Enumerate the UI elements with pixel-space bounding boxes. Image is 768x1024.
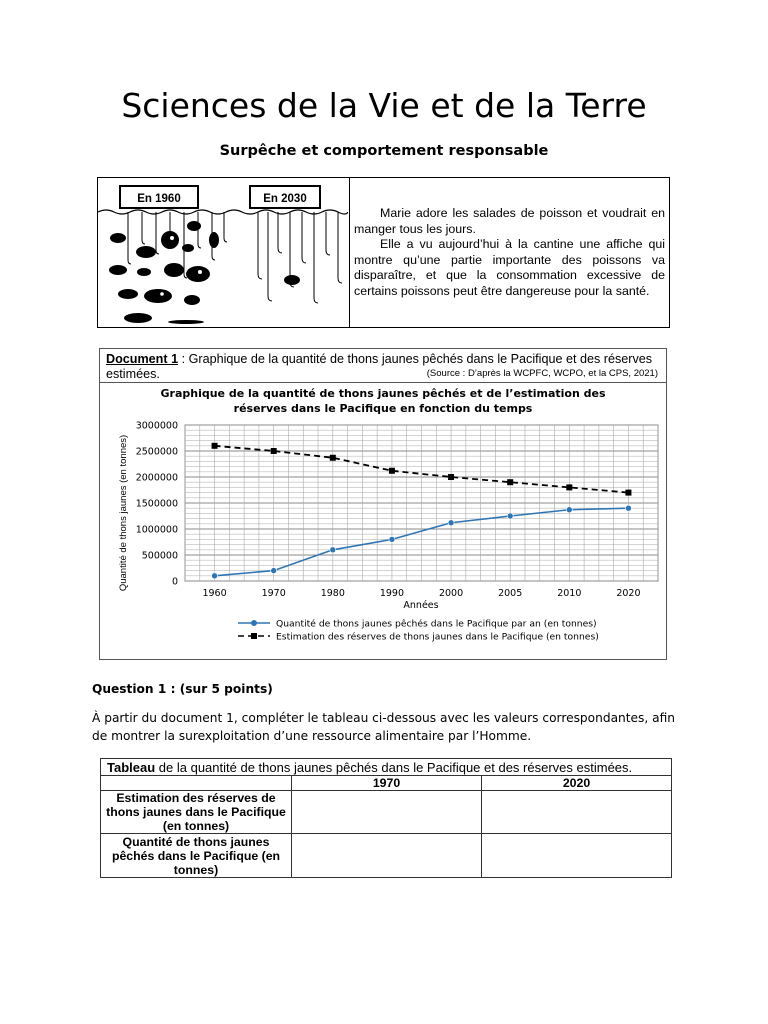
data-point [566,507,572,513]
y-tick-label: 1500000 [135,498,178,510]
x-tick-label: 2020 [616,588,641,599]
data-point [625,490,631,496]
legend-marker [251,620,257,626]
question-title: Question 1 : (sur 5 points) [92,682,273,696]
y-tick-label: 2500000 [135,446,178,458]
data-point [330,547,336,553]
x-tick-label: 2000 [438,588,464,599]
answer-cell-reserves-1970[interactable] [292,791,482,834]
document-header-text: : Graphique de la quantité de thons jaunes pêchés dans le Pacifique et des réserves estimées. [106,352,653,381]
chart-title-line-1: Graphique de la quantité de thons jaunes pêchés et de l’estimation des [160,387,606,400]
answer-table [100,758,672,878]
intro-box [97,177,670,328]
data-point [212,573,218,579]
data-point [507,513,513,519]
line-chart [100,383,666,659]
legend-label-2: Estimation des réserves de thons jaunes dans le Pacifique (en tonnes) [276,631,599,643]
page-subtitle: Surpêche et comportement responsable [219,143,549,159]
table-caption [101,759,672,776]
question-text: À partir du document 1, compléter le tableau ci-dessous avec les valeurs correspondantes, afin de montrer la surexploitation d’une ressource alimentaire par l’Homme. [92,711,676,743]
document-1 [99,348,667,660]
page-title: Sciences de la Vie et de la Terre [121,86,647,125]
x-tick-label: 1970 [261,588,286,599]
legend-marker [251,633,257,639]
answer-cell-catch-2020[interactable] [481,834,671,878]
data-point [625,505,631,511]
x-tick-label: 2010 [557,588,582,599]
document-label: Document 1 [106,352,179,366]
y-tick-label: 0 [171,576,178,588]
document-source: (Source : D’après la WCPFC, WCPO, et la CPS, 2021) [426,368,658,379]
intro-divider [349,178,350,327]
data-point [448,520,454,526]
data-point [566,484,572,490]
question-body [92,709,692,745]
x-tick-label: 1990 [379,588,405,599]
legend-label-1: Quantité de thons jaunes pêchés dans le Pacifique par an (en tonnes) [276,618,597,630]
fish-illustration [98,178,348,327]
y-tick-label: 500000 [141,550,178,562]
y-tick-label: 3000000 [135,420,178,432]
intro-paragraph-1: Marie adore les salades de poisson et voudrait en manger tous les jours. [354,206,665,236]
data-point [448,474,454,480]
label-2030: En 2030 [263,193,307,205]
table-row-label-reserves: Estimation des réserves de thons jaunes dans le Pacifique (en tonnes) [101,791,292,834]
x-axis-label: Années [403,600,439,611]
intro-paragraph-2: Elle a vu aujourd’hui à la cantine une affiche qui montre qu’une partie importante des poissons va disparaître, et que la consommation excessive de certains poissons peut être dangereuse pour la santé. [354,237,665,298]
data-point [330,455,336,461]
data-point [271,448,277,454]
x-tick-label: 1960 [202,588,227,599]
label-1960: En 1960 [137,193,181,205]
answer-cell-reserves-2020[interactable] [481,791,671,834]
data-point [507,479,513,485]
chart-title-line-2: réserves dans le Pacifique en fonction du temps [233,402,533,415]
answer-cell-catch-1970[interactable] [292,834,482,878]
table-header-2020: 2020 [481,776,671,791]
x-tick-label: 1980 [320,588,345,599]
y-tick-label: 2000000 [135,472,178,484]
x-tick-label: 2005 [498,588,523,599]
intro-text [354,206,665,300]
table-header-1970: 1970 [292,776,482,791]
data-point [271,568,277,574]
table-corner-cell [101,776,292,791]
table-row-label-catch: Quantité de thons jaunes pêchés dans le Pacifique (en tonnes) [101,834,292,878]
data-point [212,443,218,449]
table-caption-bold: Tableau [107,759,156,775]
y-axis-label: Quantité de thons jaunes (en tonnes) [118,434,129,592]
table-caption-text: de la quantité de thons jaunes pêchés dans le Pacifique et des réserves estimées. [155,759,633,775]
data-point [389,536,395,542]
y-tick-label: 1000000 [135,524,178,536]
data-point [389,468,395,474]
